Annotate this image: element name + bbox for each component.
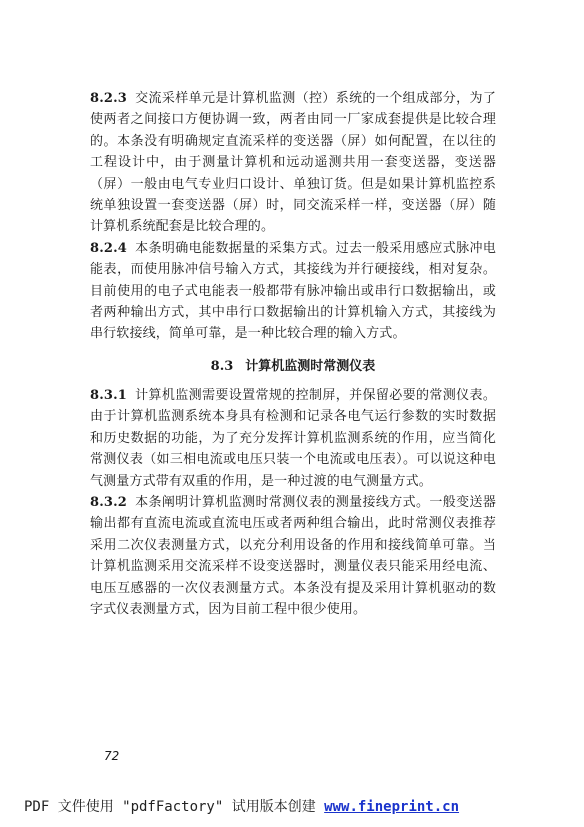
document-page <box>90 88 496 620</box>
clause-text: 交流采样单元是计算机监测（控）系统的一个组成部分，为了使两者之间接口方便协调一致，两者由同一厂家成套提供是比较合理的。本条没有明确规定直流采样的变送器（屏）如何配置，在以往的工程设计中，由于测量计算机和远动遥测共用一套变送器，变送器（屏）一般由电气专业归口设计、单独订货。但是如果计算机监控系统单独设置一套变送器（屏）时，同交流采样一样，变送器（屏）随计算机系统配套是比较合理的。 <box>90 91 496 235</box>
clause-text: 本条阐明计算机监测时常测仪表的测量接线方式。一般变送器输出都有直流电流或直流电压或者两种组合输出，此时常测仪表推荐采用二次仪表测量方式，以充分利用设备的作用和接线简单可靠。当计算机监测采用交流采样不设变送器时，测量仪表只能采用经电流、电压互感器的一次仪表测量方式。本条没有提及采用计算机驱动的数字式仪表测量方式，因为目前工程中很少使用。 <box>90 494 496 617</box>
section-heading <box>90 355 496 374</box>
clause-text: 计算机监测需要设置常规的控制屏，并保留必要的常测仪表。由于计算机监测系统本身具有检测和记录各电气运行参数的实时数据和历史数据的功能，为了充分发挥计算机监测系统的作用，应当简化常测仪表（如三相电流或电压只装一个电流或电压表）。可以说这种电气测量方式带有双重的作用，是一种过渡的电气测量方式。 <box>90 387 496 489</box>
clause-number: 8.2.3 <box>90 91 127 106</box>
paragraph-8-3-2 <box>90 492 496 620</box>
section-number: 8.3 <box>210 358 234 374</box>
clause-number: 8.3.2 <box>90 494 127 510</box>
paragraph-8-2-3 <box>90 88 496 238</box>
footer-text: PDF 文件使用 "pdfFactory" 试用版本创建 <box>24 799 325 815</box>
clause-number: 8.3.1 <box>90 387 127 403</box>
clause-text: 本条明确电能数据量的采集方式。过去一般采用感应式脉冲电能表，而使用脉冲信号输入方式，其接线为并行硬接线，相对复杂。目前使用的电子式电能表一般都带有脉冲输出或串行口数据输出，或者两种输出方式，其中串行口数据输出的计算机输入方式，其接线为串行软接线，简单可靠，是一种比较合理的输入方式。 <box>90 240 496 342</box>
clause-number: 8.2.4 <box>90 240 127 256</box>
pdf-footer <box>24 796 459 816</box>
paragraph-8-3-1 <box>90 385 496 492</box>
page-number: 72 <box>104 749 120 763</box>
paragraph-8-2-4 <box>90 238 496 345</box>
footer-link[interactable]: www.fineprint.cn <box>324 799 460 815</box>
section-title-text: 计算机监测时常测仪表 <box>245 358 376 374</box>
